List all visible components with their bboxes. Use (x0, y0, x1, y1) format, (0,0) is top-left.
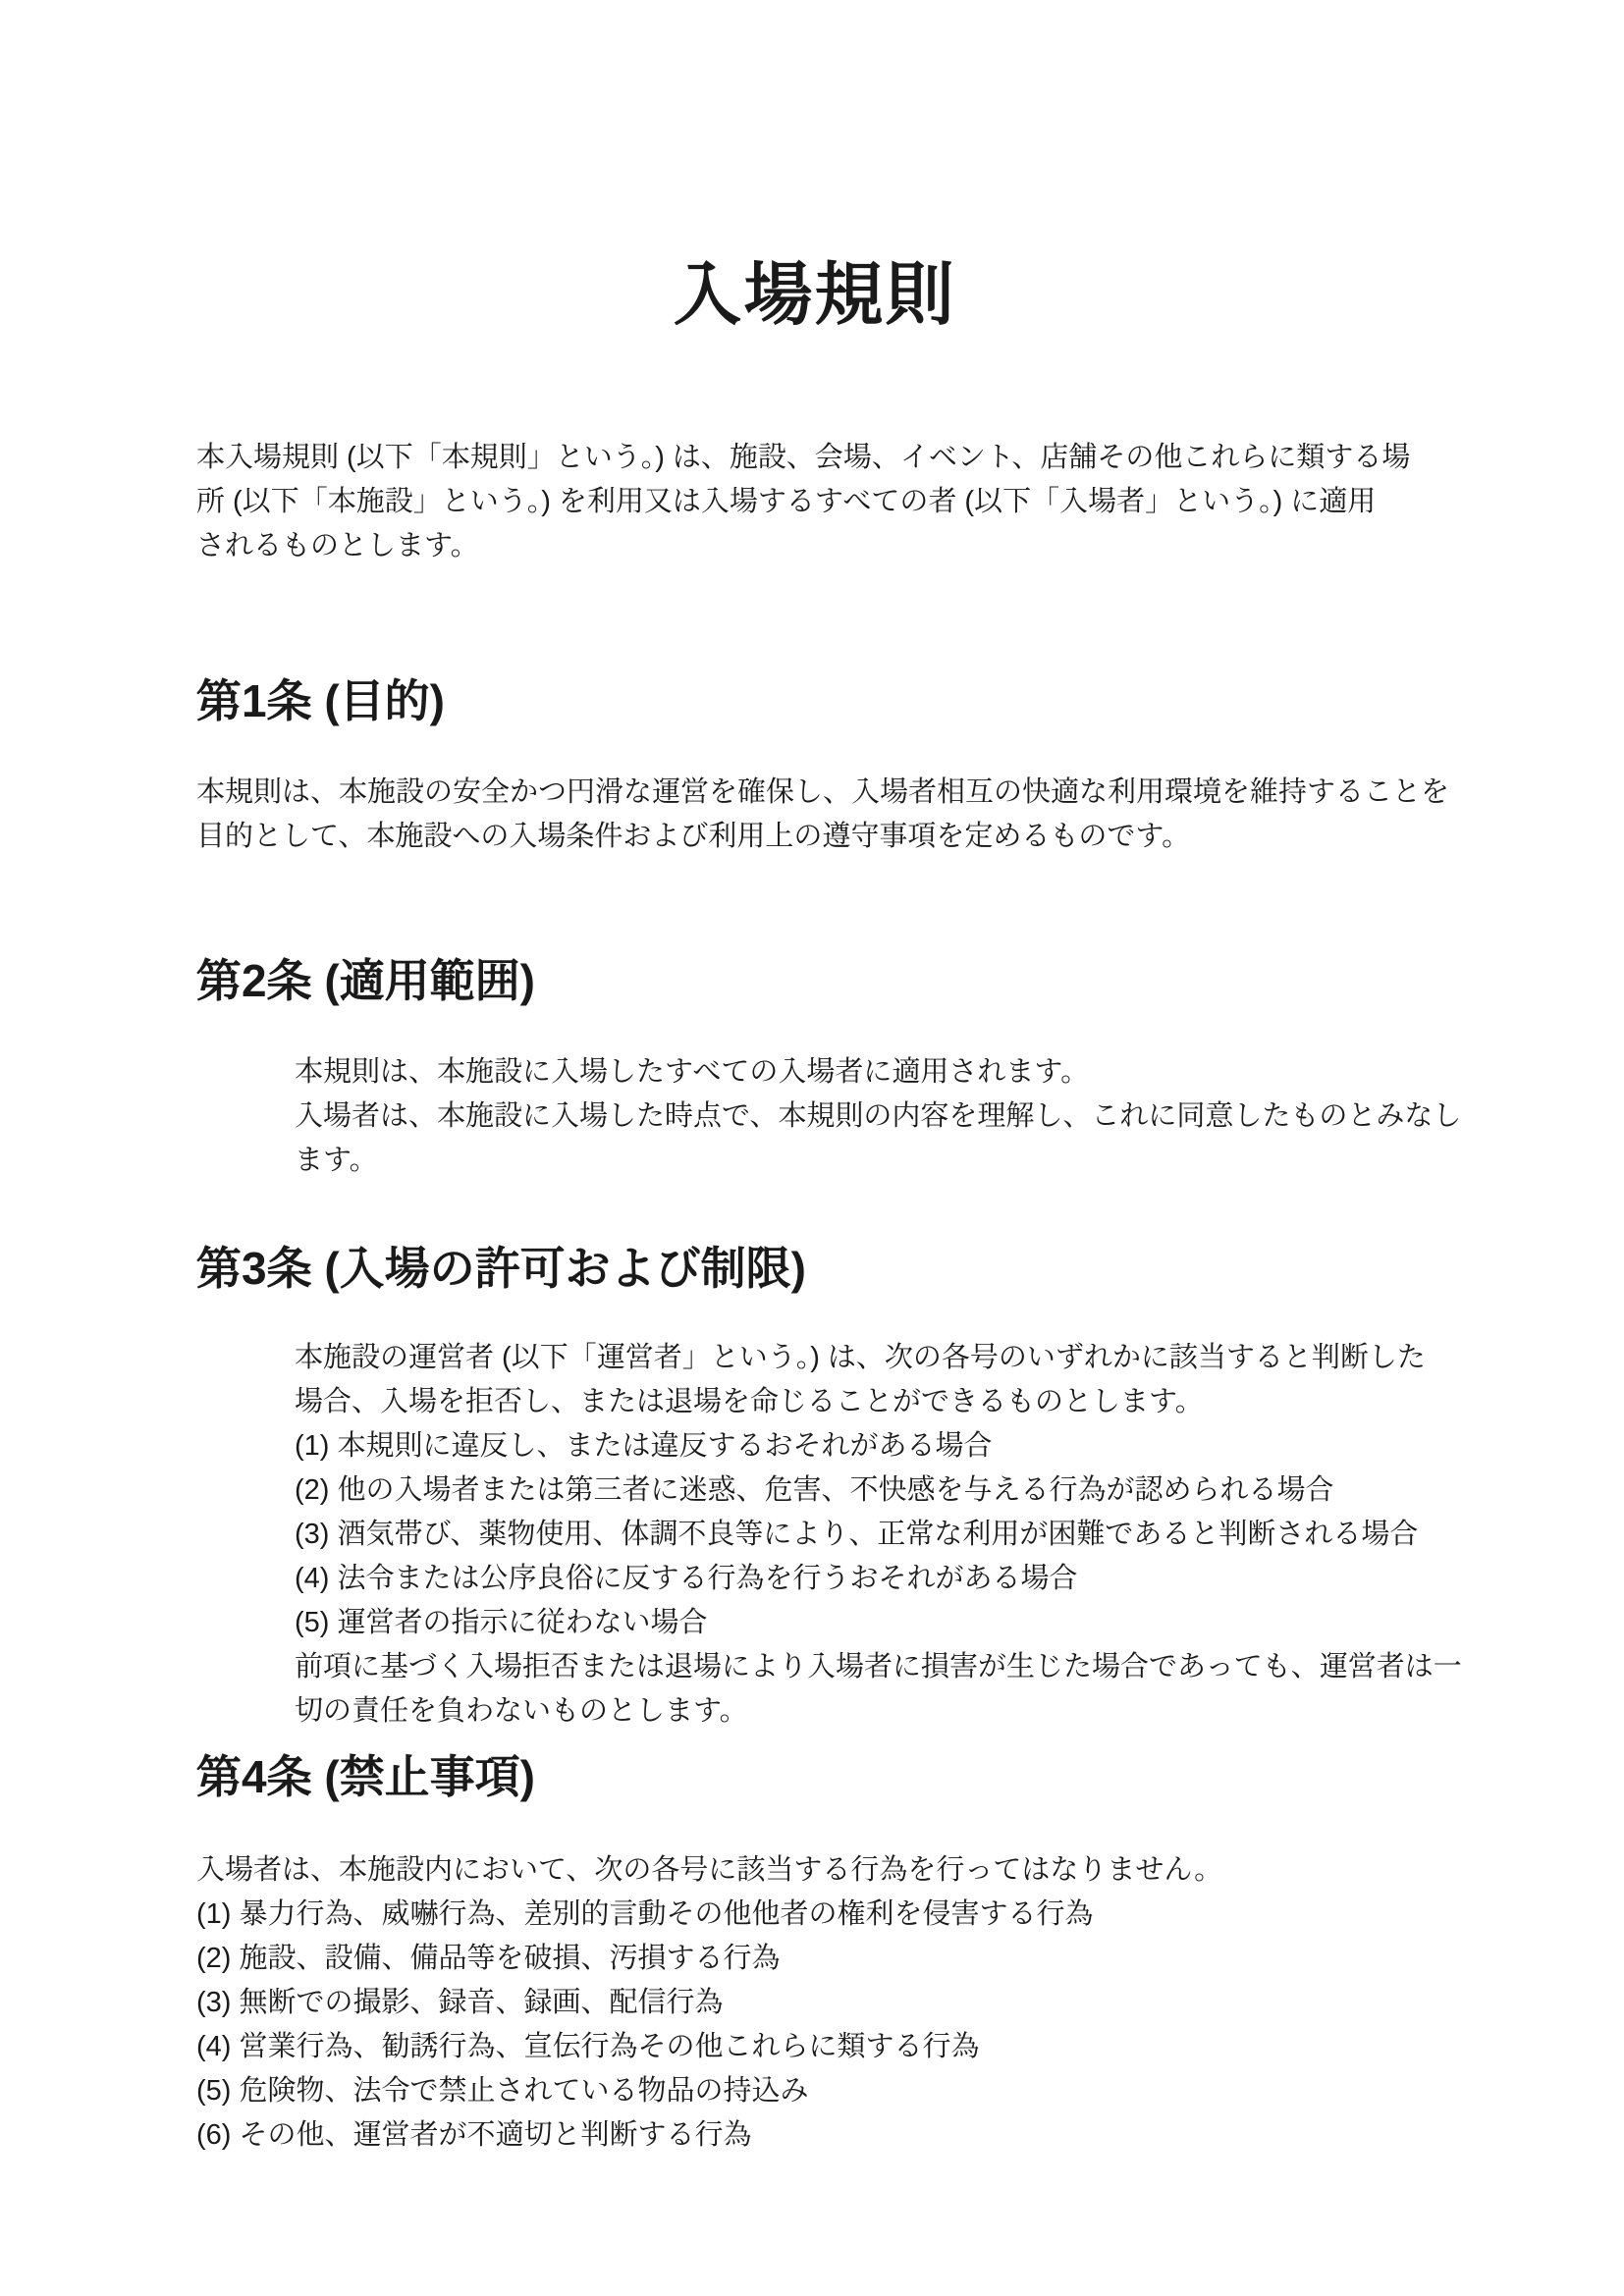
section-3-body (295, 1336, 1462, 1734)
text-line: 前項に基づく入場拒否または退場により入場者に損害が生じた場合であっても、運営者は一 (295, 1651, 1462, 1682)
text-line: ます。 (295, 1145, 378, 1176)
intro-paragraph (196, 436, 1433, 568)
text-line: 目的として、本施設への入場条件および利用上の遵守事項を定めるものです。 (196, 821, 1191, 852)
document-title: 入場規則 (673, 256, 956, 333)
section-1-heading: 第1条 (目的) (196, 675, 445, 726)
text-line: 本規則は、本施設の安全かつ円滑な運営を確保し、入場者相互の快適な利用環境を維持することを (196, 776, 1450, 808)
text-line: (4) 営業行為、勧誘行為、宣伝行為その他これらに類する行為 (196, 2031, 980, 2062)
text-line: 入場者は、本施設に入場した時点で、本規則の内容を理解し、これに同意したものとみなし (295, 1100, 1462, 1132)
text-line: (1) 暴力行為、威嚇行為、差別的言動その他他者の権利を侵害する行為 (196, 1898, 1094, 1930)
text-line: 切の責任を負わないものとします。 (295, 1695, 748, 1727)
text-line: 所 (以下「本施設」という。) を利用又は入場するすべての者 (以下「入場者」という。) に適用 (196, 486, 1377, 517)
text-line: (1) 本規則に違反し、または違反するおそれがある場合 (295, 1430, 993, 1462)
text-line: (3) 酒気帯び、薬物使用、体調不良等により、正常な利用が困難であると判断される場合 (295, 1519, 1419, 1550)
text-line: 本入場規則 (以下「本規則」という。) は、施設、会場、イベント、店舗その他これらに類する場 (196, 442, 1411, 473)
text-line: (2) 他の入場者または第三者に迷惑、危害、不快感を与える行為が認められる場合 (295, 1474, 1334, 1506)
text-line: (5) 危険物、法令で禁止されている物品の持込み (196, 2075, 809, 2107)
text-line: 入場者は、本施設内において、次の各号に該当する行為を行ってはなりません。 (196, 1854, 1223, 1886)
text-line: 本規則は、本施設に入場したすべての入場者に適用されます。 (295, 1056, 1090, 1088)
section-2-body (295, 1050, 1462, 1183)
text-line: (6) その他、運営者が不適切と判断する行為 (196, 2119, 752, 2151)
section-4-body (196, 1848, 1433, 2158)
section-3-heading: 第3条 (入場の許可および制限) (196, 1243, 806, 1294)
text-line: されるものとします。 (196, 530, 479, 561)
text-line: 本施設の運営者 (以下「運営者」という。) は、次の各号のいずれかに該当すると判断した (295, 1342, 1426, 1373)
section-1-body (196, 771, 1450, 859)
text-line: 場合、入場を拒否し、または退場を命じることができるものとします。 (295, 1386, 1204, 1417)
section-4-heading: 第4条 (禁止事項) (196, 1751, 535, 1802)
section-2-heading: 第2条 (適用範囲) (196, 955, 535, 1006)
text-line: (2) 施設、設備、備品等を破損、汚損する行為 (196, 1943, 781, 1974)
text-line: (5) 運営者の指示に従わない場合 (295, 1607, 708, 1638)
text-line: (4) 法令または公序良俗に反する行為を行うおそれがある場合 (295, 1563, 1078, 1594)
text-line: (3) 無断での撮影、録音、録画、配信行為 (196, 1987, 724, 2018)
